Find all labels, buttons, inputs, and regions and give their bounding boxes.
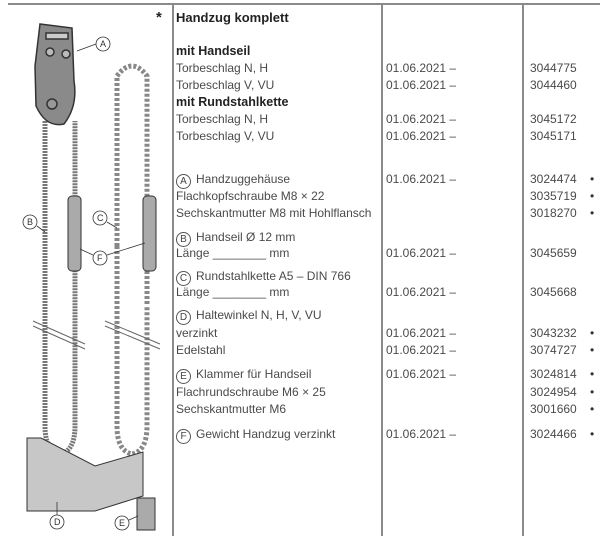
callout-a-icon: A bbox=[176, 174, 191, 189]
row-date: 01.06.2021 – bbox=[386, 78, 457, 92]
row-date: 01.06.2021 – bbox=[386, 61, 457, 75]
row-label: Torbeschlag N, H bbox=[176, 61, 269, 75]
part-label: Handseil Ø 12 mm bbox=[196, 230, 296, 244]
row-label: Sechskantmutter M6 bbox=[176, 402, 287, 416]
part-label: Rundstahlkette A5 – DIN 766 bbox=[196, 269, 351, 283]
row-part-number: 3024814 bbox=[530, 367, 577, 381]
row-part-number: 3045659 bbox=[530, 246, 577, 260]
svg-text:B: B bbox=[27, 217, 34, 227]
part-label: Gewicht Handzug verzinkt bbox=[196, 427, 336, 441]
star-marker: * bbox=[156, 9, 162, 26]
row-date: 01.06.2021 – bbox=[386, 367, 457, 381]
subsection-heading: mit Rundstahlkette bbox=[176, 95, 289, 109]
row-label: verzinkt bbox=[176, 326, 218, 340]
row-part-number: 3024474 bbox=[530, 172, 577, 186]
row-date: 01.06.2021 – bbox=[386, 172, 457, 186]
callout-f-icon: F bbox=[176, 429, 191, 444]
section-title: Handzug komplett bbox=[176, 10, 289, 25]
part-row-e bbox=[176, 367, 311, 384]
row-date: 01.06.2021 – bbox=[386, 129, 457, 143]
row-part-number: 3045171 bbox=[530, 129, 577, 143]
callout-e-icon: E bbox=[176, 369, 191, 384]
row-label: Sechskantmutter M8 mit Hohlflansch bbox=[176, 206, 372, 220]
svg-text:D: D bbox=[54, 517, 61, 527]
row-part-number: 3045668 bbox=[530, 285, 577, 299]
svg-text:C: C bbox=[97, 213, 104, 223]
row-part-number: 3044775 bbox=[530, 61, 577, 75]
row-label: Torbeschlag V, VU bbox=[176, 78, 275, 92]
row-part-number: 3024466 bbox=[530, 427, 577, 441]
bullet-marker: • bbox=[590, 427, 595, 441]
column-divider-date bbox=[381, 3, 383, 536]
row-date: 01.06.2021 – bbox=[386, 427, 457, 441]
row-label: Torbeschlag N, H bbox=[176, 112, 269, 126]
table-top-border bbox=[8, 3, 600, 5]
bullet-marker: • bbox=[590, 172, 595, 186]
row-date: 01.06.2021 – bbox=[386, 326, 457, 340]
row-part-number: 3024954 bbox=[530, 385, 577, 399]
bullet-marker: • bbox=[590, 343, 595, 357]
part-row-a bbox=[176, 172, 290, 189]
row-label: Torbeschlag V, VU bbox=[176, 129, 275, 143]
row-part-number: 3035719 bbox=[530, 189, 577, 203]
bullet-marker: • bbox=[590, 206, 595, 220]
row-part-number: 3045172 bbox=[530, 112, 577, 126]
part-row-c bbox=[176, 269, 351, 286]
handle-housing bbox=[35, 24, 75, 125]
part-row-d bbox=[176, 308, 322, 325]
part-row-f bbox=[176, 427, 335, 444]
row-date: 01.06.2021 – bbox=[386, 246, 457, 260]
row-part-number: 3018270 bbox=[530, 206, 577, 220]
bullet-marker: • bbox=[590, 402, 595, 416]
row-label: Flachkopfschraube M8 × 22 bbox=[176, 189, 325, 203]
svg-text:F: F bbox=[97, 253, 103, 263]
part-label: Haltewinkel N, H, V, VU bbox=[196, 308, 322, 322]
row-label: Länge ________ mm bbox=[176, 285, 290, 299]
part-label: Klammer für Handseil bbox=[196, 367, 312, 381]
row-date: 01.06.2021 – bbox=[386, 285, 457, 299]
row-part-number: 3074727 bbox=[530, 343, 577, 357]
row-label: Edelstahl bbox=[176, 343, 226, 357]
column-divider-part-number bbox=[522, 3, 524, 536]
row-label: Länge ________ mm bbox=[176, 246, 290, 260]
row-date: 01.06.2021 – bbox=[386, 343, 457, 357]
svg-text:E: E bbox=[119, 518, 126, 528]
callout-d-icon: D bbox=[176, 310, 191, 325]
bullet-marker: • bbox=[590, 189, 595, 203]
bullet-marker: • bbox=[590, 326, 595, 340]
row-part-number: 3044460 bbox=[530, 78, 577, 92]
column-divider-description bbox=[172, 3, 174, 536]
subsection-heading: mit Handseil bbox=[176, 44, 251, 58]
row-label: Flachrundschraube M6 × 25 bbox=[176, 385, 326, 399]
bullet-marker: • bbox=[590, 367, 595, 381]
bullet-marker: • bbox=[590, 385, 595, 399]
handzug-illustration bbox=[0, 6, 170, 536]
part-row-b bbox=[176, 230, 295, 247]
callout-b-icon: B bbox=[176, 232, 191, 247]
callout-c-icon: C bbox=[176, 271, 191, 286]
row-part-number: 3043232 bbox=[530, 326, 577, 340]
row-date: 01.06.2021 – bbox=[386, 112, 457, 126]
row-part-number: 3001660 bbox=[530, 402, 577, 416]
part-label: Handzuggehäuse bbox=[196, 172, 291, 186]
svg-text:A: A bbox=[100, 39, 107, 49]
